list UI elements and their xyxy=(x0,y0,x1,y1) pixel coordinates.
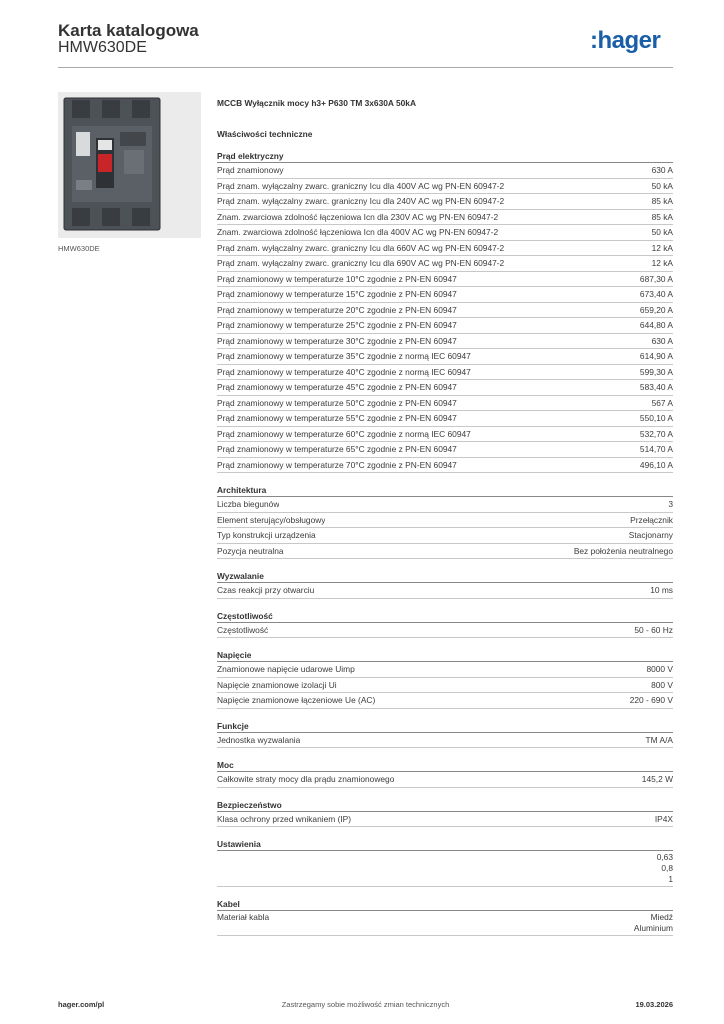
spec-label: Pozycja neutralna xyxy=(217,545,284,556)
spec-label: Prąd znamionowy xyxy=(217,165,284,175)
spec-row xyxy=(217,427,673,443)
spec-label: Prąd znamionowy w temperaturze 15°C zgodnie z PN-EN 60947 xyxy=(217,289,457,299)
spec-value: 659,20 A xyxy=(639,304,673,315)
spec-row xyxy=(217,303,673,319)
section-title: Ustawienia xyxy=(217,838,673,851)
spec-section xyxy=(217,898,673,936)
spec-row xyxy=(217,528,673,544)
spec-label: Napięcie znamionowe izolacji Ui xyxy=(217,679,337,690)
spec-section xyxy=(217,610,673,639)
header-divider xyxy=(58,67,673,68)
spec-row xyxy=(217,497,673,513)
spec-value: 145,2 W xyxy=(641,774,673,784)
spec-row xyxy=(217,256,673,272)
spec-row xyxy=(217,272,673,288)
spec-value: 687,30 A xyxy=(639,273,673,284)
product-image xyxy=(58,92,201,238)
spec-section xyxy=(217,484,673,559)
spec-row xyxy=(217,911,673,936)
spec-value: 10 ms xyxy=(650,585,673,595)
spec-value: 583,40 A xyxy=(639,382,673,392)
properties-heading: Właściwości techniczne xyxy=(217,129,313,139)
spec-section xyxy=(217,838,673,887)
spec-label: Czas reakcji przy otwarciu xyxy=(217,585,315,595)
spec-value: 567 A xyxy=(651,397,673,408)
section-title: Bezpieczeństwo xyxy=(217,799,673,812)
section-title: Moc xyxy=(217,759,673,772)
section-title: Kabel xyxy=(217,898,673,911)
spec-row xyxy=(217,458,673,474)
spec-row xyxy=(217,733,673,749)
spec-value: Przełącznik xyxy=(630,514,673,525)
spec-value-line: 0,63 xyxy=(656,852,673,862)
spec-row xyxy=(217,662,673,678)
spec-label: Materiał kabla xyxy=(217,912,270,922)
spec-row xyxy=(217,380,673,396)
spec-value: Bez położenia neutralnego xyxy=(573,545,673,556)
spec-label: Prąd znam. wyłączalny zwarc. graniczny Icu dla 240V AC wg PN-EN 60947-2 xyxy=(217,196,505,206)
hager-logo xyxy=(590,27,660,55)
spec-value: Stacjonarny xyxy=(628,530,673,540)
spec-value: 12 kA xyxy=(651,258,673,268)
spec-row xyxy=(217,318,673,334)
spec-row xyxy=(217,334,673,350)
spec-row xyxy=(217,513,673,529)
spec-label: Znam. zwarciowa zdolność łączeniowa Icn dla 400V AC wg PN-EN 60947-2 xyxy=(217,227,499,237)
spec-value xyxy=(634,912,673,934)
spec-row xyxy=(217,411,673,427)
spec-value: 50 - 60 Hz xyxy=(634,624,673,635)
spec-label: Prąd znamionowy w temperaturze 55°C zgodnie z PN-EN 60947 xyxy=(217,413,457,423)
spec-value xyxy=(657,852,673,885)
spec-value-line: Aluminium xyxy=(633,923,673,933)
section-title: Prąd elektryczny xyxy=(217,150,673,163)
spec-value-line: 0,8 xyxy=(661,863,673,873)
spec-section xyxy=(217,570,673,599)
section-title: Napięcie xyxy=(217,649,673,662)
footer-website[interactable]: hager.com/pl xyxy=(58,1000,105,1009)
spec-label: Typ konstrukcji urządzenia xyxy=(217,530,316,540)
spec-row xyxy=(217,163,673,179)
product-image-caption: HMW630DE xyxy=(58,244,100,253)
spec-sections xyxy=(217,150,673,936)
spec-label: Prąd znamionowy w temperaturze 20°C zgodnie z PN-EN 60947 xyxy=(217,304,457,315)
spec-label: Znamionowe napięcie udarowe Uimp xyxy=(217,664,355,674)
spec-value-line: Miedź xyxy=(650,912,673,922)
spec-value: 50 kA xyxy=(651,227,673,237)
spec-value: 220 - 690 V xyxy=(629,695,673,705)
spec-row xyxy=(217,583,673,599)
spec-label: Prąd znamionowy w temperaturze 70°C zgodnie z PN-EN 60947 xyxy=(217,459,457,470)
spec-label: Klasa ochrony przed wnikaniem (IP) xyxy=(217,813,352,824)
spec-row xyxy=(217,442,673,458)
spec-row xyxy=(217,693,673,709)
spec-value: 630 A xyxy=(651,335,673,346)
spec-value: 50 kA xyxy=(651,180,673,191)
spec-row xyxy=(217,812,673,828)
spec-label: Prąd znam. wyłączalny zwarc. graniczny Icu dla 660V AC wg PN-EN 60947-2 xyxy=(217,242,505,253)
product-code: HMW630DE xyxy=(58,39,147,56)
spec-label: Prąd znamionowy w temperaturze 10°C zgodnie z PN-EN 60947 xyxy=(217,273,457,284)
spec-label: Prąd znamionowy w temperaturze 25°C zgodnie z PN-EN 60947 xyxy=(217,320,457,330)
spec-row xyxy=(217,287,673,303)
spec-value: 644,80 A xyxy=(639,320,673,330)
spec-label: Prąd znam. wyłączalny zwarc. graniczny Icu dla 400V AC wg PN-EN 60947-2 xyxy=(217,180,505,191)
spec-value: 599,30 A xyxy=(639,366,673,377)
spec-value: 550,10 A xyxy=(639,413,673,423)
spec-row xyxy=(217,225,673,241)
spec-row xyxy=(217,194,673,210)
spec-value: 3 xyxy=(668,499,673,509)
spec-value: 673,40 A xyxy=(639,289,673,299)
spec-section xyxy=(217,150,673,473)
spec-label: Element sterujący/obsługowy xyxy=(217,514,326,525)
spec-content xyxy=(217,96,673,936)
spec-row xyxy=(217,623,673,639)
section-title: Częstotliwość xyxy=(217,610,673,623)
spec-row xyxy=(217,396,673,412)
spec-label: Prąd znamionowy w temperaturze 30°C zgodnie z PN-EN 60947 xyxy=(217,335,457,346)
spec-value: 614,90 A xyxy=(639,351,673,361)
breaker-illustration xyxy=(58,92,201,238)
spec-label: Prąd znamionowy w temperaturze 35°C zgodnie z normą IEC 60947 xyxy=(217,351,471,361)
spec-label: Napięcie znamionowe łączeniowe Ue (AC) xyxy=(217,695,376,705)
spec-section xyxy=(217,649,673,709)
spec-value: 8000 V xyxy=(646,664,673,674)
spec-row xyxy=(217,772,673,788)
spec-value: 85 kA xyxy=(651,211,673,222)
spec-label: Znam. zwarciowa zdolność łączeniowa Icn dla 230V AC wg PN-EN 60947-2 xyxy=(217,211,499,222)
spec-row xyxy=(217,210,673,226)
spec-label: Prąd znamionowy w temperaturze 40°C zgodnie z normą IEC 60947 xyxy=(217,366,471,377)
spec-label: Prąd znamionowy w temperaturze 65°C zgodnie z PN-EN 60947 xyxy=(217,444,457,454)
spec-label: Prąd znamionowy w temperaturze 45°C zgodnie z PN-EN 60947 xyxy=(217,382,457,392)
spec-label: Całkowite straty mocy dla prądu znamionowego xyxy=(217,774,395,784)
page-title: Karta katalogowa xyxy=(58,21,199,40)
spec-row xyxy=(217,544,673,560)
spec-section xyxy=(217,759,673,788)
spec-value: 630 A xyxy=(651,165,673,175)
spec-value: 85 kA xyxy=(651,196,673,206)
spec-label: Częstotliwość xyxy=(217,624,269,635)
spec-value: 532,70 A xyxy=(639,428,673,439)
product-description: MCCB Wyłącznik mocy h3+ P630 TM 3x630A 50kA xyxy=(217,98,416,108)
spec-value: 496,10 A xyxy=(639,459,673,470)
footer-notice: Zastrzegamy sobie możliwość zmian technicznych xyxy=(281,1000,450,1009)
spec-row xyxy=(217,365,673,381)
spec-value: IP4X xyxy=(654,813,673,824)
section-title: Funkcje xyxy=(217,720,673,733)
spec-row xyxy=(217,179,673,195)
spec-label: Jednostka wyzwalania xyxy=(217,734,301,745)
spec-label: Prąd znamionowy w temperaturze 60°C zgodnie z normą IEC 60947 xyxy=(217,428,471,439)
spec-section xyxy=(217,799,673,828)
spec-value: 12 kA xyxy=(651,242,673,253)
spec-row xyxy=(217,851,673,887)
spec-section xyxy=(217,720,673,749)
logo-text: :hager xyxy=(590,27,661,54)
section-title: Architektura xyxy=(217,484,673,497)
footer-date: 19.03.2026 xyxy=(635,1000,673,1009)
spec-row xyxy=(217,349,673,365)
spec-label: Prąd znam. wyłączalny zwarc. graniczny Icu dla 690V AC wg PN-EN 60947-2 xyxy=(217,258,505,268)
spec-row xyxy=(217,241,673,257)
section-title: Wyzwalanie xyxy=(217,570,673,583)
spec-value: 514,70 A xyxy=(639,444,673,454)
spec-row xyxy=(217,678,673,694)
spec-label: Prąd znamionowy w temperaturze 50°C zgodnie z PN-EN 60947 xyxy=(217,397,457,408)
spec-value-line: 1 xyxy=(668,874,673,884)
spec-value: TM A/A xyxy=(645,734,673,745)
spec-value: 800 V xyxy=(651,679,673,690)
spec-label: Liczba biegunów xyxy=(217,499,280,509)
